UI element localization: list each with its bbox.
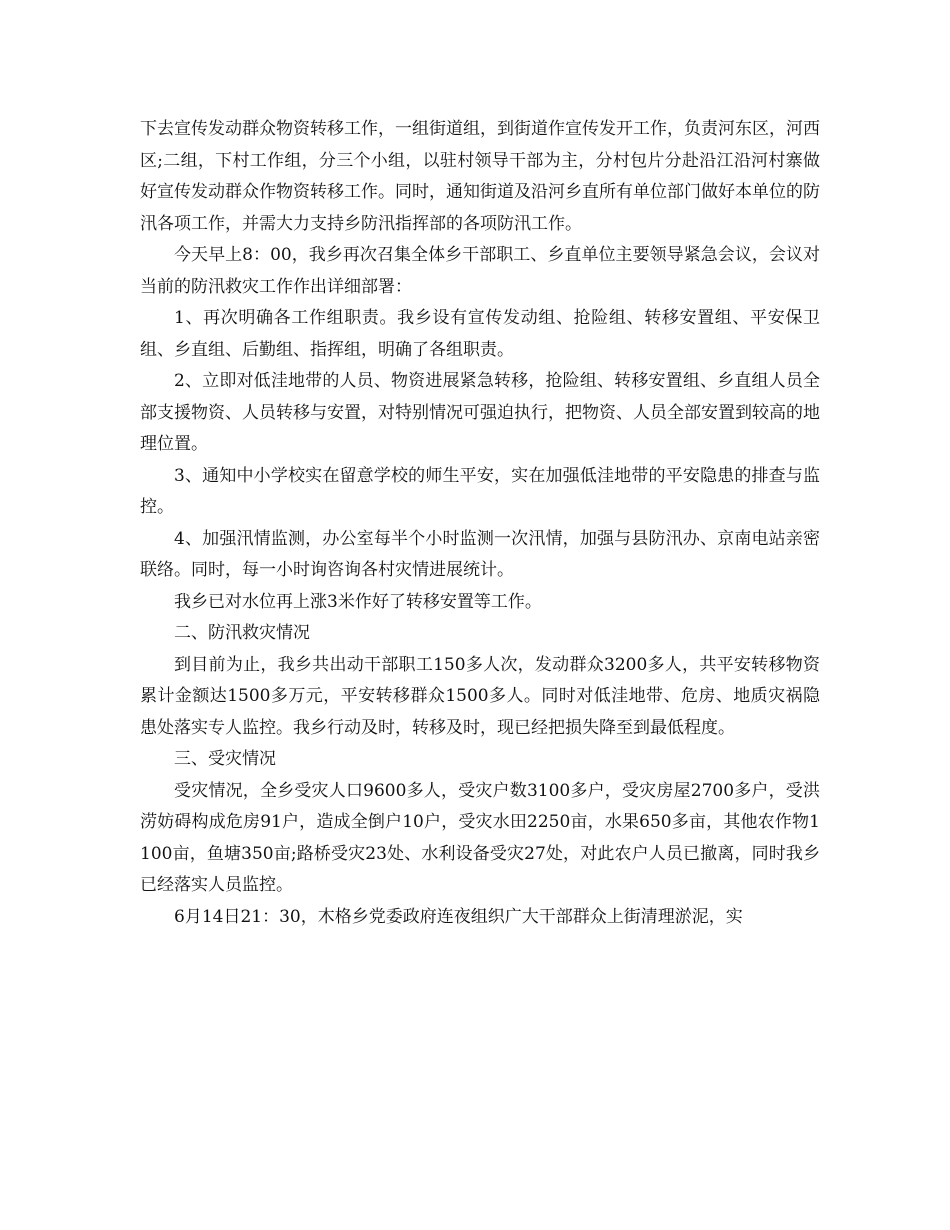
section-heading-2: 二、防汛救灾情况 — [174, 623, 310, 643]
paragraph-11: 受灾情况，全乡受灾人口9600多人，受灾户数3100多户，受灾房屋2700多户，受洪涝妨碍构成危房91户，造成全倒户10户，受灾水田2250亩，水果650多亩，其他农作物1100亩，鱼塘350亩;路桥受灾23处、水利设备受灾27处，对此农户人员已撤离，同时我乡已经落实人员监控。 — [140, 780, 820, 895]
paragraph-4: 2、立即对低洼地带的人员、物资进展紧急转移，抢险组、转移安置组、乡直组人员全部支援物资、人员转移与安置，对特别情况可强迫执行，把物资、人员全部安置到较高的地理位置。 — [140, 371, 820, 454]
paragraph-7: 我乡已对水位再上涨3米作好了转移安置等工作。 — [174, 591, 542, 612]
section-heading-3: 三、受灾情况 — [174, 749, 276, 769]
paragraph-6: 4、加强汛情监测，办公室每半个小时监测一次汛情，加强与县防汛办、京南电站亲密联络。同时，每一小时询咨询各村灾情进展统计。 — [140, 528, 820, 580]
paragraph-9: 到目前为止，我乡共出动干部职工150多人次，发动群众3200多人，共平安转移物资累计金额达1500多万元，平安转移群众1500多人。同时对低洼地带、危房、地质灾祸隐患处落实专人监控。我乡行动及时，转移及时，现已经把损失降至到最低程度。 — [140, 654, 820, 738]
paragraph-12: 6月14日21：30，木格乡党委政府连夜组织广大干部群众上街清理淤泥，实 — [174, 906, 743, 927]
paragraph-1: 下去宣传发动群众物资转移工作，一组街道组，到街道作宣传发开工作，负责河东区，河西区;二组，下村工作组，分三个小组，以驻村领导干部为主，分村包片分赴沿江沿河村寨做好宣传发动群众作物资转移工作。同时，通知街道及沿河乡直所有单位部门做好本单位的防汛各项工作，并需大力支持乡防汛指挥部的各项防汛工作。 — [140, 119, 820, 234]
paragraph-3: 1、再次明确各工作组职责。我乡设有宣传发动组、抢险组、转移安置组、平安保卫组、乡直组、后勤组、指挥组，明确了各组职责。 — [140, 308, 820, 360]
paragraph-5: 3、通知中小学校实在留意学校的师生平安，实在加强低洼地带的平安隐患的排查与监控。 — [140, 465, 820, 517]
document-body — [140, 114, 820, 933]
paragraph-2: 今天早上8：00，我乡再次召集全体乡干部职工、乡直单位主要领导紧急会议，会议对当前的防汛救灾工作作出详细部署： — [140, 245, 820, 297]
